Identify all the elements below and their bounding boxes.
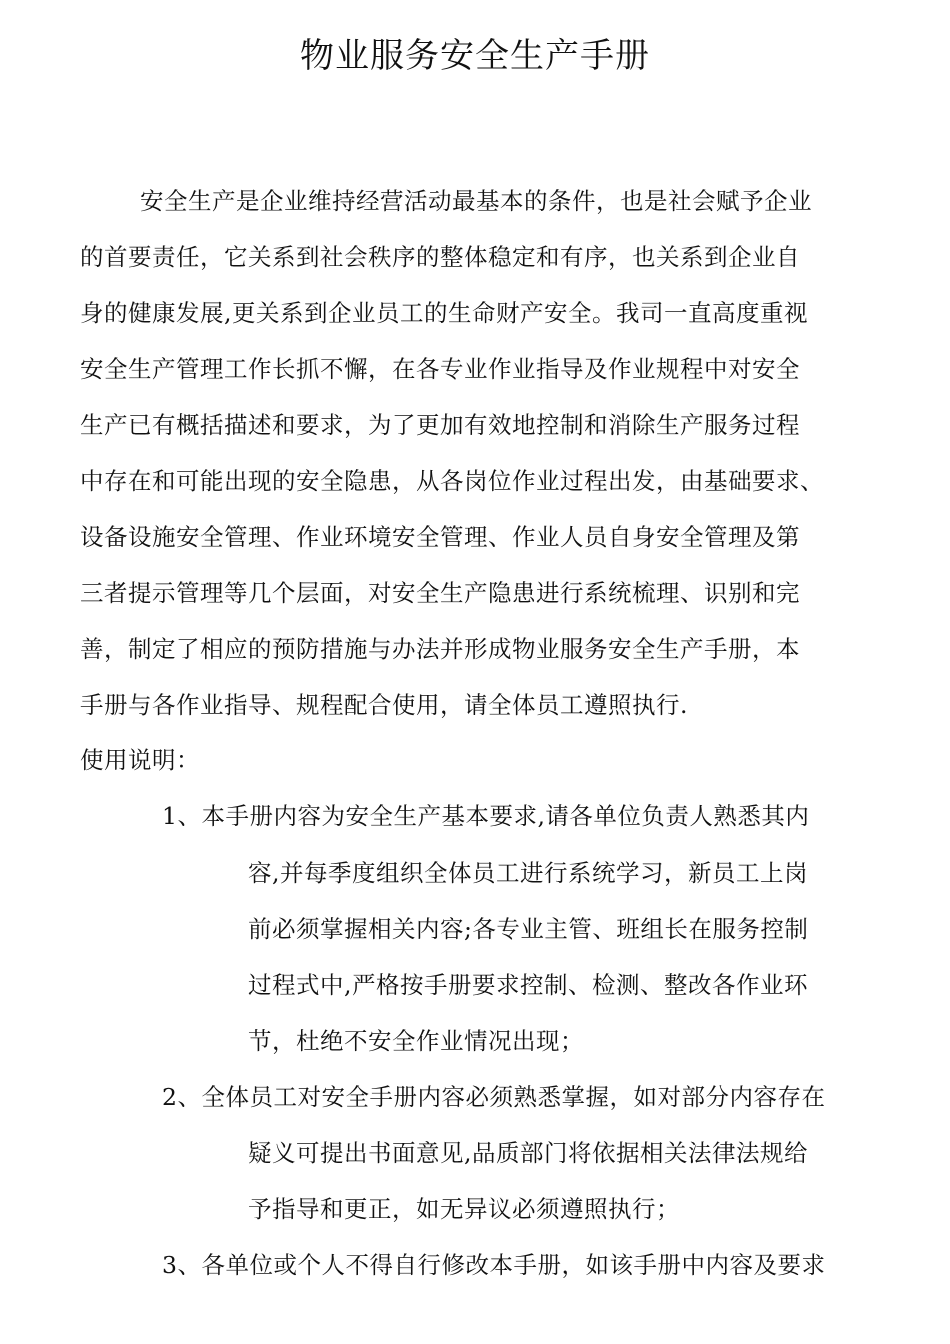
usage-item-line: 1、本手册内容为安全生产基本要求,请各单位负责人熟悉其内: [162, 802, 810, 830]
intro-line: 善，制定了相应的预防措施与办法并形成物业服务安全生产手册，本: [80, 635, 800, 663]
intro-line: 安全生产是企业维持经营活动最基本的条件，也是社会赋予企业: [140, 187, 812, 215]
intro-line: 身的健康发展,更关系到企业员工的生命财产安全。我司一直高度重视: [80, 299, 808, 327]
usage-heading: 使用说明：: [80, 746, 200, 774]
intro-line: 的首要责任，它关系到社会秩序的整体稳定和有序，也关系到企业自: [80, 243, 800, 271]
intro-line: 三者提示管理等几个层面，对安全生产隐患进行系统梳理、识别和完: [80, 579, 800, 607]
usage-item-line: 2、全体员工对安全手册内容必须熟悉掌握，如对部分内容存在: [162, 1083, 826, 1111]
usage-item-line: 前必须掌握相关内容;各专业主管、班组长在服务控制: [248, 915, 809, 943]
usage-item-line: 3、各单位或个人不得自行修改本手册，如该手册中内容及要求: [162, 1251, 826, 1279]
usage-item-line: 过程式中,严格按手册要求控制、检测、整改各作业环: [248, 971, 808, 999]
usage-item-line: 节，杜绝不安全作业情况出现；: [248, 1027, 584, 1055]
usage-item-line: 容,并每季度组织全体员工进行系统学习，新员工上岗: [248, 859, 808, 887]
intro-line: 安全生产管理工作长抓不懈，在各专业作业指导及作业规程中对安全: [80, 355, 800, 383]
intro-line: 生产已有概括描述和要求，为了更加有效地控制和消除生产服务过程: [80, 411, 800, 439]
intro-line: 手册与各作业指导、规程配合使用，请全体员工遵照执行.: [80, 691, 688, 719]
document-title: 物业服务安全生产手册: [300, 36, 650, 76]
intro-line: 设备设施安全管理、作业环境安全管理、作业人员自身安全管理及第: [80, 523, 800, 551]
usage-item-line: 予指导和更正，如无异议必须遵照执行；: [248, 1195, 680, 1223]
intro-line: 中存在和可能出现的安全隐患，从各岗位作业过程出发，由基础要求、: [80, 467, 824, 495]
usage-item-line: 疑义可提出书面意见,品质部门将依据相关法律法规给: [248, 1139, 808, 1167]
